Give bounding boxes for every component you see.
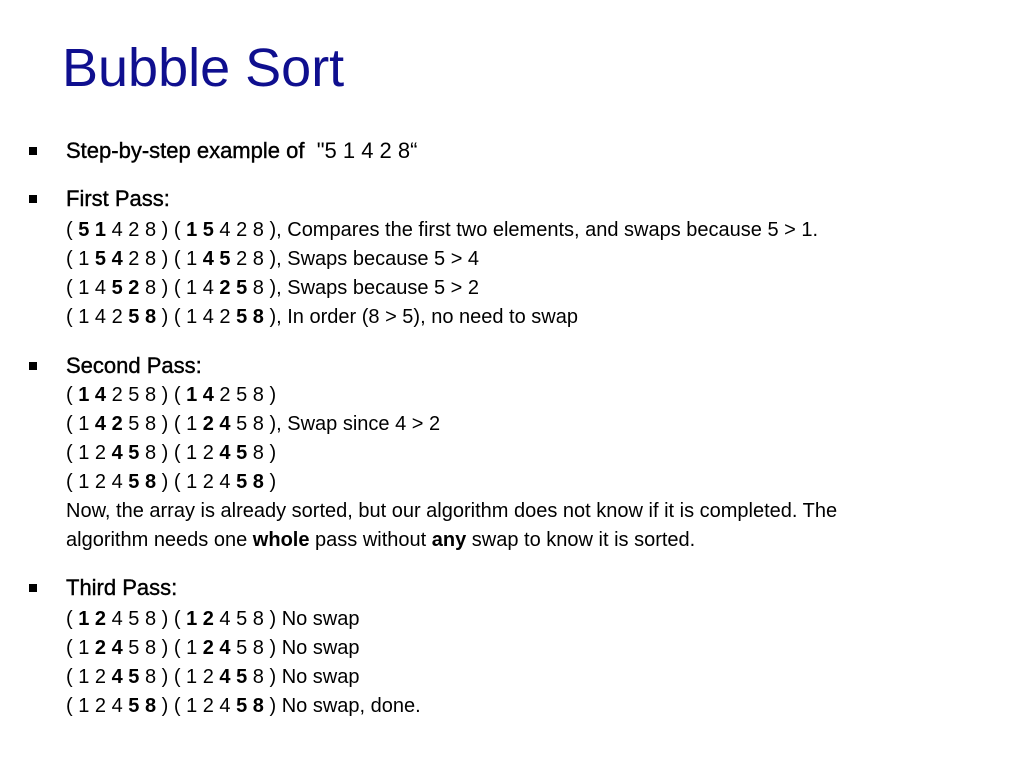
row-text: Now, the array is already sorted, but our algorithm does not know if it is completed. The (66, 500, 838, 522)
highlighted-values: 4 5 (219, 666, 248, 688)
row-text: 2 5 8 ) (213, 384, 277, 406)
row-text: 8 ) ( 1 2 (139, 442, 220, 464)
highlighted-values: whole (252, 529, 310, 551)
pass-heading: First Pass: (66, 186, 170, 211)
row-text: swap to know it is sorted. (466, 529, 696, 551)
row-text: ) ( 1 4 2 (156, 306, 237, 328)
pass-row (66, 274, 479, 303)
row-text: 5 8 ), Swap since 4 > 2 (230, 413, 441, 435)
highlighted-values: 1 4 (78, 384, 107, 406)
row-text: 5 8 ) No swap (230, 637, 360, 659)
highlighted-values: 5 8 (128, 695, 157, 717)
highlighted-values: 5 8 (236, 695, 264, 717)
row-text: ) No swap, done. (263, 695, 421, 717)
highlighted-values: 5 8 (236, 471, 264, 493)
highlighted-values: 4 5 (111, 442, 140, 464)
highlighted-values: 4 2 (94, 413, 123, 435)
row-text: ( 1 4 2 (66, 306, 129, 328)
pass-row (66, 245, 479, 274)
row-text: 8 ) (247, 442, 277, 464)
row-text: 2 5 8 ) ( (106, 384, 187, 406)
row-text: 2 8 ), Swaps because 5 > 4 (230, 248, 480, 270)
row-text: pass without (309, 529, 432, 551)
row-text: 4 5 8 ) ( (106, 608, 187, 630)
row-text: ) (263, 471, 277, 493)
row-text: ) ( 1 2 4 (156, 471, 237, 493)
bullet-square-icon (29, 362, 37, 370)
row-text: ( 1 2 (66, 666, 112, 688)
intro-label: Step-by-step example of (66, 138, 305, 163)
highlighted-values: 5 8 (128, 306, 157, 328)
pass-row (66, 605, 360, 634)
bullet-square-icon (29, 195, 37, 203)
pass-heading: Third Pass: (66, 575, 178, 600)
row-text: ( 1 4 (66, 277, 112, 299)
row-text: 4 2 8 ), Compares the first two elements, and swaps because 5 > 1. (213, 219, 819, 241)
pass-row (66, 381, 276, 410)
highlighted-values: 2 5 (219, 277, 248, 299)
pass-row (66, 663, 360, 692)
row-text: ( 1 (66, 248, 95, 270)
row-text: 8 ) ( 1 4 (139, 277, 220, 299)
pass-heading: Second Pass: (66, 353, 202, 378)
row-text: ( (66, 219, 79, 241)
intro-value: "5 1 4 2 8“ (316, 138, 418, 163)
row-text: ) ( 1 2 4 (156, 695, 237, 717)
highlighted-values: 5 4 (94, 248, 123, 270)
row-text: ( 1 2 (66, 442, 112, 464)
row-text: ( 1 2 4 (66, 471, 129, 493)
pass-row (66, 216, 818, 245)
pass-row (66, 303, 578, 332)
row-text: 5 8 ) ( 1 (122, 637, 203, 659)
highlighted-values: 4 5 (219, 442, 248, 464)
row-text: 8 ) No swap (247, 666, 360, 688)
row-text: ( (66, 384, 79, 406)
bullet-square-icon (29, 584, 37, 592)
highlighted-values: 2 4 (202, 413, 231, 435)
row-text: ( 1 2 4 (66, 695, 129, 717)
row-text: 2 8 ) ( 1 (122, 248, 203, 270)
highlighted-values: 4 5 (111, 666, 140, 688)
pass-row (66, 410, 440, 439)
pass-row (66, 439, 276, 468)
pass-row (66, 634, 360, 663)
highlighted-values: 4 5 (202, 248, 231, 270)
pass-row (66, 468, 276, 497)
highlighted-values: any (431, 529, 467, 551)
row-text: ( 1 (66, 637, 95, 659)
row-text: ( 1 (66, 413, 95, 435)
highlighted-values: 5 8 (128, 471, 157, 493)
highlighted-values: 1 2 (78, 608, 107, 630)
intro-text (66, 136, 417, 165)
row-text: 4 2 8 ) ( (106, 219, 187, 241)
highlighted-values: 2 4 (94, 637, 123, 659)
pass-note (66, 526, 695, 555)
row-text: algorithm needs one (66, 529, 253, 551)
row-text: ), In order (8 > 5), no need to swap (263, 306, 578, 328)
row-text: 4 5 8 ) No swap (213, 608, 360, 630)
highlighted-values: 1 4 (186, 384, 214, 406)
highlighted-values: 1 5 (186, 219, 214, 241)
highlighted-values: 5 1 (78, 219, 107, 241)
highlighted-values: 5 2 (111, 277, 140, 299)
highlighted-values: 1 2 (186, 608, 214, 630)
row-text: 8 ) ( 1 2 (139, 666, 220, 688)
highlighted-values: 2 4 (202, 637, 231, 659)
row-text: 5 8 ) ( 1 (122, 413, 203, 435)
slide-title: Bubble Sort (62, 38, 345, 98)
row-text: ( (66, 608, 79, 630)
highlighted-values: 5 8 (236, 306, 264, 328)
pass-note (66, 497, 837, 526)
bullet-square-icon (29, 147, 37, 155)
pass-row (66, 692, 421, 721)
row-text: 8 ), Swaps because 5 > 2 (247, 277, 480, 299)
